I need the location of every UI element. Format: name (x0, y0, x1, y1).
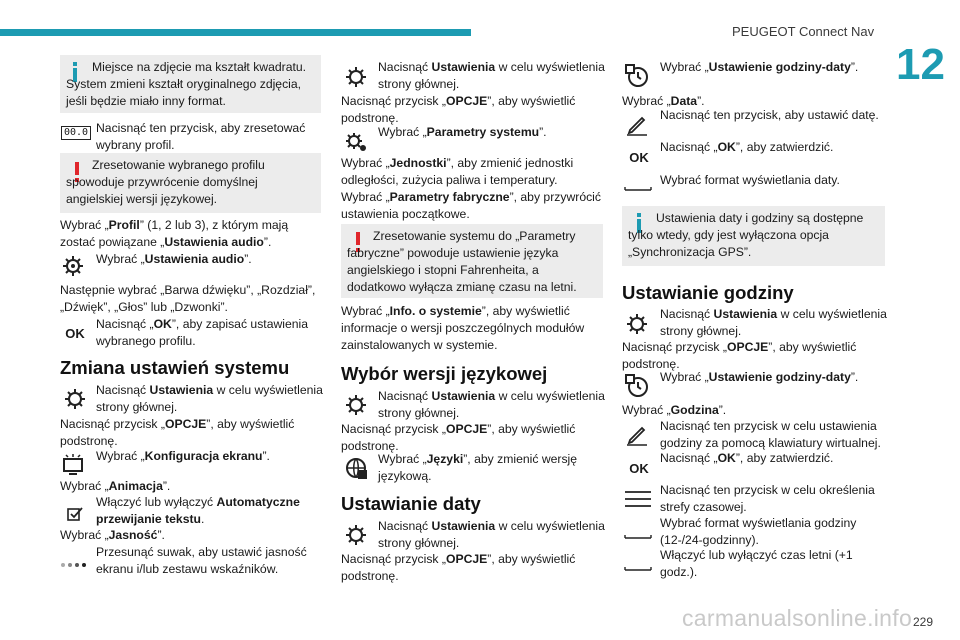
ok-save-text: Nacisnąć „OK”, aby zapisać ustawienia wybranego profilu. (96, 317, 309, 348)
info-note-text: Ustawienia daty i godziny są dostępne tylko wtedy, gdy jest wyłączona opcja „Synchronizacja GPS”. (628, 211, 864, 259)
settings-text: Nacisnąć Ustawienia w celu wyświetlenia strony głównej. (378, 60, 605, 91)
ok-confirm-text: Nacisnąć „OK”, aby zatwierdzić. (660, 451, 834, 465)
edit-checkbox-icon (62, 500, 88, 526)
factory-text: Wybrać „Parametry fabryczne”, aby przywrócić ustawienia początkowe. (341, 190, 601, 221)
page-number: 229 (913, 615, 934, 629)
chapter-number: 12 (896, 40, 945, 89)
section-heading-time: Ustawianie godziny (622, 282, 794, 303)
settings-text: Nacisnąć Ustawienia w celu wyświetlenia strony głównej. (378, 519, 605, 550)
options-text: Nacisnąć przycisk „OPCJE”, aby wyświetlić podstronę. (341, 94, 576, 125)
sound-options-text: Następnie wybrać „Barwa dźwięku”, „Rozdział”, „Dźwięk”, „Głos” lub „Dzwonki”. (60, 283, 316, 314)
keyboard-time-text: Nacisnąć ten przycisk w celu ustawienia godziny za pomocą klawiatury wirtualnej. (660, 419, 881, 450)
dst-text: Włączyć lub wyłączyć czas letni (+1 godz.). (660, 548, 853, 579)
units-text: Wybrać „Jednostki”, aby zmienić jednostki odległości, zużycia paliwa i temperatury. (341, 156, 574, 187)
language-icon (343, 455, 369, 481)
format-bar-icon (624, 522, 652, 548)
format-bar-icon (624, 174, 652, 200)
settings-text: Nacisnąć Ustawienia w celu wyświetlenia strony głównej. (378, 389, 605, 420)
brightness-text: Wybrać „Jasność”. (60, 528, 165, 542)
autoscroll-text: Włączyć lub wyłączyć Automatyczne przewijanie tekstu. (96, 495, 300, 526)
section-heading-language: Wybór wersji językowej (341, 363, 548, 384)
options-text: Nacisnąć przycisk „OPCJE”, aby wyświetlić podstronę. (341, 552, 576, 583)
settings-gear-icon (62, 386, 88, 412)
pencil-icon (624, 112, 650, 138)
system-params-icon (343, 128, 369, 154)
warning-note-text: Zresetowanie wybranego profilu spowoduje przywrócenie domyślnej angielskiej wersji językowej. (66, 158, 265, 206)
ok-button-icon: OK (65, 325, 85, 341)
settings-gear-icon (343, 392, 369, 418)
ok-button-icon: OK (629, 149, 649, 165)
section-heading-system: Zmiana ustawień systemu (60, 357, 290, 378)
time-format-text: Wybrać format wyświetlania godziny (12-/24-godzinny). (660, 516, 857, 547)
header-title: PEUGEOT Connect Nav (732, 24, 875, 39)
language-text: Wybrać „Języki”, aby zmienić wersję językową. (378, 452, 578, 483)
timezone-list-icon (624, 486, 652, 512)
audio-settings-text: Wybrać „Ustawienia audio”. (96, 252, 252, 266)
options-text: Nacisnąć przycisk „OPCJE”, aby wyświetlić podstronę. (60, 417, 295, 448)
watermark: carmanualsonline.info (682, 605, 913, 631)
audio-settings-icon (60, 253, 86, 279)
set-date-text: Nacisnąć ten przycisk, aby ustawić datę. (660, 108, 879, 122)
system-params-text: Wybrać „Parametry systemu”. (378, 125, 547, 139)
slider-dots-icon (60, 552, 90, 578)
clock-calendar-icon (624, 63, 650, 89)
system-info-text: Wybrać „Info. o systemie”, aby wyświetlić informacje o wersji poszczególnych modułów zainstalowanych w systemie. (341, 304, 585, 352)
settings-gear-icon (343, 64, 369, 90)
format-bar-icon (624, 554, 652, 580)
options-text: Nacisnąć przycisk „OPCJE”, aby wyświetlić podstronę. (341, 422, 576, 453)
animation-text: Wybrać „Animacja”. (60, 479, 171, 493)
ok-confirm-text: Nacisnąć „OK”, aby zatwierdzić. (660, 140, 834, 154)
settings-gear-icon (343, 522, 369, 548)
reset-counter-icon: 00.0 (62, 124, 90, 142)
slider-text: Przesunąć suwak, aby ustawić jasność ekranu i/lub zestawu wskaźników. (96, 545, 307, 576)
settings-text: Nacisnąć Ustawienia w celu wyświetlenia strony głównej. (660, 307, 887, 338)
date-select-text: Wybrać „Data”. (622, 94, 705, 108)
settings-gear-icon (624, 311, 650, 337)
datetime-text: Wybrać „Ustawienie godziny-daty”. (660, 370, 859, 384)
info-note-text: Miejsce na zdjęcie ma kształt kwadratu. System zmieni kształt oryginalnego zdjęcia, jeśli będzie miało inny format. (66, 60, 307, 108)
options-text: Nacisnąć przycisk „OPCJE”, aby wyświetlić podstronę. (622, 340, 857, 371)
warning-note-text: Zresetowanie systemu do „Parametry fabryczne” powoduje ustawienie języka angielskiego i stopni Fahrenheita, a dodatkowo wyłącza zmianę czasu na letni. (347, 229, 577, 294)
section-heading-date: Ustawianie daty (341, 493, 481, 514)
screen-config-text: Wybrać „Konfiguracja ekranu”. (96, 449, 270, 463)
date-format-text: Wybrać format wyświetlania daty. (660, 173, 840, 187)
pencil-icon (624, 422, 650, 448)
settings-text: Nacisnąć Ustawienia w celu wyświetlenia strony głównej. (96, 383, 323, 414)
screen-config-icon (60, 452, 86, 478)
datetime-text: Wybrać „Ustawienie godziny-daty”. (660, 60, 859, 74)
profile-text: Wybrać „Profil” (1, 2 lub 3), z którym mają zostać powiązane „Ustawienia audio”. (60, 218, 289, 249)
timezone-text: Nacisnąć ten przycisk w celu określenia strefy czasowej. (660, 483, 875, 514)
header-bar (0, 29, 471, 36)
clock-calendar-icon (624, 373, 650, 399)
reset-text: Nacisnąć ten przycisk, aby zresetować wybrany profil. (96, 121, 306, 152)
ok-button-icon: OK (629, 460, 649, 476)
hour-select-text: Wybrać „Godzina”. (622, 403, 727, 417)
